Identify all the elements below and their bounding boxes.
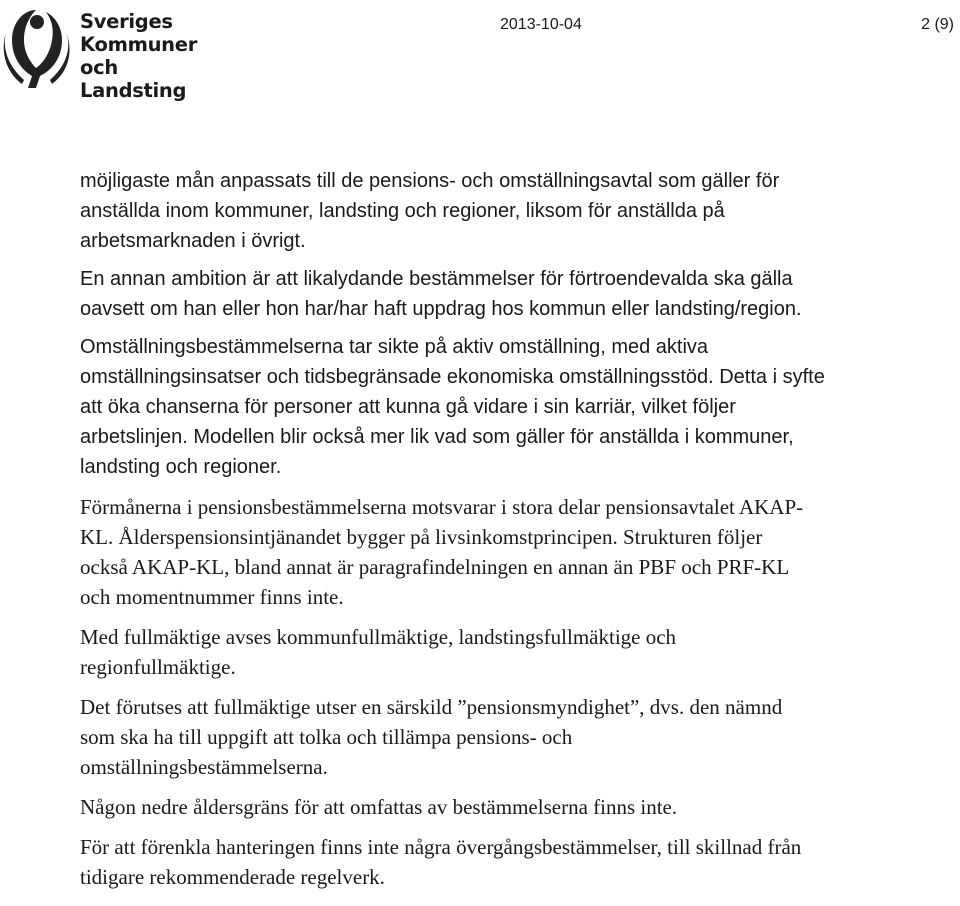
text-line: Någon nedre åldersgräns för att omfattas av bestämmelserna finns inte.: [80, 795, 678, 819]
text-line: Med fullmäktige avses kommunfullmäktige, landstingsfullmäktige och: [80, 625, 677, 649]
document-body: [80, 166, 940, 892]
logo-line-1: Sveriges: [80, 10, 173, 33]
text-line: oavsett om han eller hon har/har haft uppdrag hos kommun eller landsting/region.: [80, 298, 802, 320]
paragraph-7: [80, 792, 940, 822]
paragraph-3: [80, 332, 940, 482]
text-line: möjligaste mån anpassats till de pensions- och omställningsavtal som gäller för: [80, 170, 780, 192]
logo-wordmark: [80, 10, 230, 102]
text-line: regionfullmäktige.: [80, 655, 236, 679]
paragraph-1: [80, 166, 940, 256]
text-line: som ska ha till uppgift att tolka och tillämpa pensions- och: [80, 725, 573, 749]
text-line: Det förutses att fullmäktige utser en särskild ”pensionsmyndighet”, dvs. den nämnd: [80, 695, 783, 719]
paragraph-5: [80, 622, 940, 682]
text-line: tidigare rekommenderade regelverk.: [80, 865, 385, 889]
text-line: och momentnummer finns inte.: [80, 585, 344, 609]
text-line: Förmånerna i pensionsbestämmelserna motsvarar i stora delar pensionsavtalet AKAP-: [80, 495, 804, 519]
text-line: också AKAP-KL, bland annat är paragrafindelningen en annan än PBF och PRF-KL: [80, 555, 790, 579]
paragraph-4: [80, 492, 940, 612]
paragraph-8: [80, 832, 940, 892]
page-number: 2 (9): [921, 16, 954, 33]
text-line: arbetslinjen. Modellen blir också mer lik vad som gäller för anställda i kommuner,: [80, 426, 794, 448]
paragraph-6: [80, 692, 940, 782]
text-line: anställda inom kommuner, landsting och regioner, liksom för anställda på: [80, 200, 725, 222]
text-line: KL. Ålderspensionsintjänandet bygger på livsinkomstprincipen. Strukturen följer: [80, 525, 763, 549]
text-line: En annan ambition är att likalydande bestämmelser för förtroendevalda ska gälla: [80, 268, 793, 290]
text-line: omställningsbestämmelserna.: [80, 755, 328, 779]
text-line: arbetsmarknaden i övrigt.: [80, 230, 306, 252]
text-line: omställningsinsatser och tidsbegränsade ekonomiska omställningsstöd. Detta i syfte: [80, 366, 825, 388]
text-line: landsting och regioner.: [80, 456, 282, 478]
document-date: 2013-10-04: [500, 16, 582, 33]
paragraph-2: [80, 264, 940, 324]
text-line: För att förenkla hanteringen finns inte några övergångsbestämmelser, till skillnad från: [80, 835, 802, 859]
text-line: att öka chanserna för personer att kunna gå vidare i sin karriär, vilket följer: [80, 396, 736, 418]
organization-logo: [0, 0, 230, 102]
logo-line-2: Kommuner: [80, 33, 198, 56]
text-line: Omställningsbestämmelserna tar sikte på aktiv omställning, med aktiva: [80, 336, 709, 358]
skl-logo-icon: [2, 2, 72, 90]
logo-line-3: och Landsting: [80, 56, 187, 102]
